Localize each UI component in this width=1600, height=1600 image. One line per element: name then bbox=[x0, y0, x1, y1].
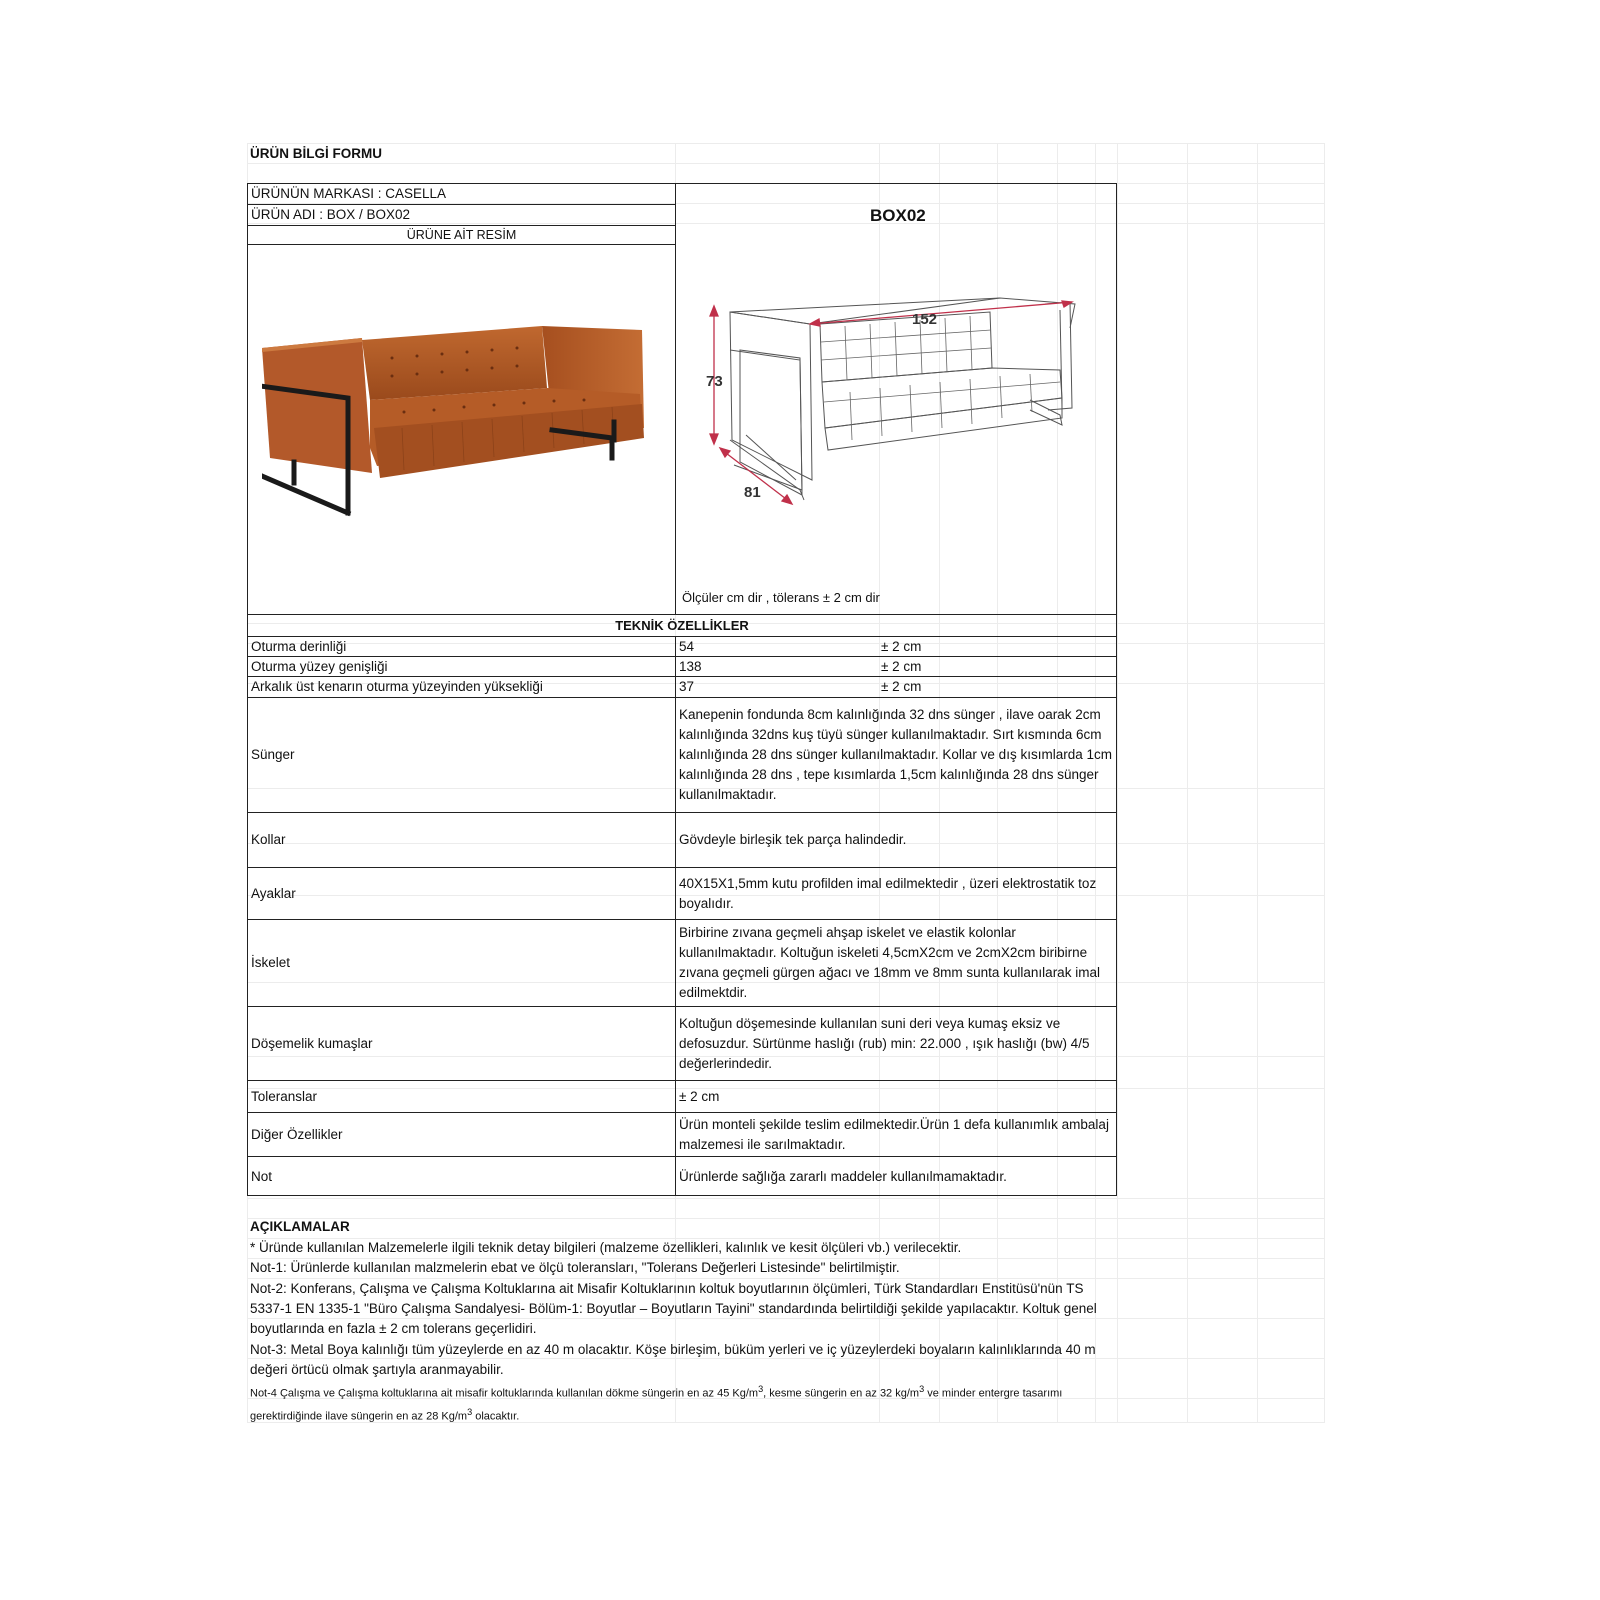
tech-specs-header: TEKNİK ÖZELLİKLER bbox=[615, 618, 749, 633]
drawing-title: BOX02 bbox=[870, 206, 926, 225]
measure-value: 138 bbox=[679, 659, 702, 674]
drawing-caption: Ölçüler cm dir , tölerans ± 2 cm dir bbox=[682, 590, 880, 605]
measure-value: 37 bbox=[679, 679, 695, 694]
brand-label: ÜRÜNÜN MARKASI : CASELLA bbox=[251, 186, 447, 201]
dimension-width-label: 152 bbox=[912, 311, 938, 328]
spec-label: Sünger bbox=[251, 747, 295, 762]
spec-label: Diğer Özellikler bbox=[251, 1126, 343, 1142]
spec-label: İskelet bbox=[251, 955, 291, 970]
measure-tolerance: ± 2 cm bbox=[881, 639, 922, 654]
spec-value: Gövdeyle birleşik tek parça halindedir. bbox=[679, 832, 907, 847]
divider bbox=[675, 183, 676, 614]
spec-label: Toleranslar bbox=[251, 1088, 318, 1104]
spec-label: Kollar bbox=[251, 832, 286, 847]
dimension-height-label: 73 bbox=[706, 373, 723, 390]
note-line: Not-1: Ürünlerde kullanılan malzmelerin ebat ve ölçü toleransları, "Tolerans Değerleri Listesinde" belirtilmiştir. bbox=[250, 1260, 900, 1275]
measure-value: 54 bbox=[679, 639, 695, 654]
measure-tolerance: ± 2 cm bbox=[881, 659, 922, 674]
divider bbox=[247, 614, 1117, 615]
measure-tolerance: ± 2 cm bbox=[881, 679, 922, 694]
spec-value: Ürün monteli şekilde teslim edilmektedir.Ürün 1 defa kullanımlık ambalaj malzemesi ile sarılmaktadır. bbox=[679, 1116, 1109, 1152]
spec-value: Ürünlerde sağlığa zararlı maddeler kullanılmamaktadır. bbox=[679, 1168, 1007, 1184]
image-header: ÜRÜNE AİT RESİM bbox=[406, 228, 517, 242]
note-line-4: Not-4 Çalışma ve Çalışma koltuklarına ait misafir koltuklarında kullanılan dökme süngerin en az 45 $Kg/m^3$, kesme süngerin en az 32 $kg/m^3$ ve minder entergre tasarımı gerektirdiğinde ilave süngerin en az 28 $Kg/m^3$ olacaktır. bbox=[250, 1384, 1063, 1423]
spec-value: 40X15X1,5mm kutu profilden imal edilmektedir , üzeri elektrostatik toz boyalıdır. bbox=[679, 875, 1097, 911]
note-line: Not-3: Metal Boya kalınlığı tüm yüzeylerde en az 40 m olacaktır. Köşe birleşim, büküm yerleri ve iç yüzeylerdeki boyaların kalınlıklarında 40 m değeri örtücü olmak şartıyla aranmayabilir. bbox=[250, 1342, 1096, 1377]
note-line: Not-2: Konferans, Çalışma ve Çalışma Koltuklarına ait Misafir Koltuklarının koltuk boyutlarının ölçümleri, Türk Standardları Enstitüsü'nün TS 5337-1 EN 1335-1 "Büro Çalışma Sandalyesi- Bölüm-1: Boyutlar – Boyutların Tayini" standardında belirtildiği şekilde yapılacaktır. Koltuk genel boyutlarında en fazla ± 2 cm tolerans geçerlidiri. bbox=[250, 1281, 1097, 1336]
form-title: ÜRÜN BİLGİ FORMU bbox=[250, 146, 382, 161]
dimension-depth-label: 81 bbox=[744, 484, 761, 501]
divider bbox=[247, 244, 675, 245]
note-line: * Üründe kullanılan Malzemelerle ilgili teknik detay bilgileri (malzeme özellikleri, kalınlık ve kesit ölçüleri vb.) verilecektir. bbox=[250, 1240, 962, 1255]
measure-label: Oturma derinliği bbox=[251, 639, 347, 654]
sofa-photo bbox=[262, 318, 652, 533]
spec-value: ± 2 cm bbox=[679, 1088, 720, 1104]
measure-label: Oturma yüzey genişliği bbox=[251, 659, 388, 674]
spec-label: Not bbox=[251, 1168, 273, 1184]
spec-value: Kanepenin fondunda 8cm kalınlığında 32 dns sünger , ilave oarak 2cm kalınlığında 32dns kuş tüyü sünger kullanılmaktadır. Sırt kısmında 6cm kalınlığında 28 dns sünger kullanılmaktadır. Kollar ve dış kısımlarda 1cm kalınlığında 28 dns , tepe kısımlarda 1,5cm kalınlığında 28 dns sünger kullanılmaktadır. bbox=[679, 707, 1112, 802]
spec-label: Ayaklar bbox=[251, 885, 296, 901]
notes-title: AÇIKLAMALAR bbox=[250, 1219, 350, 1234]
spec-value: Koltuğun döşemesinde kullanılan suni deri veya kumaş eksiz ve defosuzdur. Sürtünme haslığı (rub) min: 22.000 , ışık haslığı (bw) 4/5 değerlerindedir. bbox=[679, 1015, 1090, 1071]
spec-value: Birbirine zıvana geçmeli ahşap iskelet ve elastik kolonlar kullanılmaktadır. Koltuğun iskeleti 4,5cmX2cm ve 2cmX2cm biribirne zıvana geçmeli gürgen ağacı ve 18mm ve 8mm sunta kullanılarak imal edilmektdir. bbox=[679, 925, 1100, 1000]
product-name-label: ÜRÜN ADI : BOX / BOX02 bbox=[251, 207, 411, 222]
measure-label: Arkalık üst kenarın oturma yüzeyinden yüksekliği bbox=[251, 679, 543, 694]
spec-label: Döşemelik kumaşlar bbox=[251, 1035, 373, 1051]
